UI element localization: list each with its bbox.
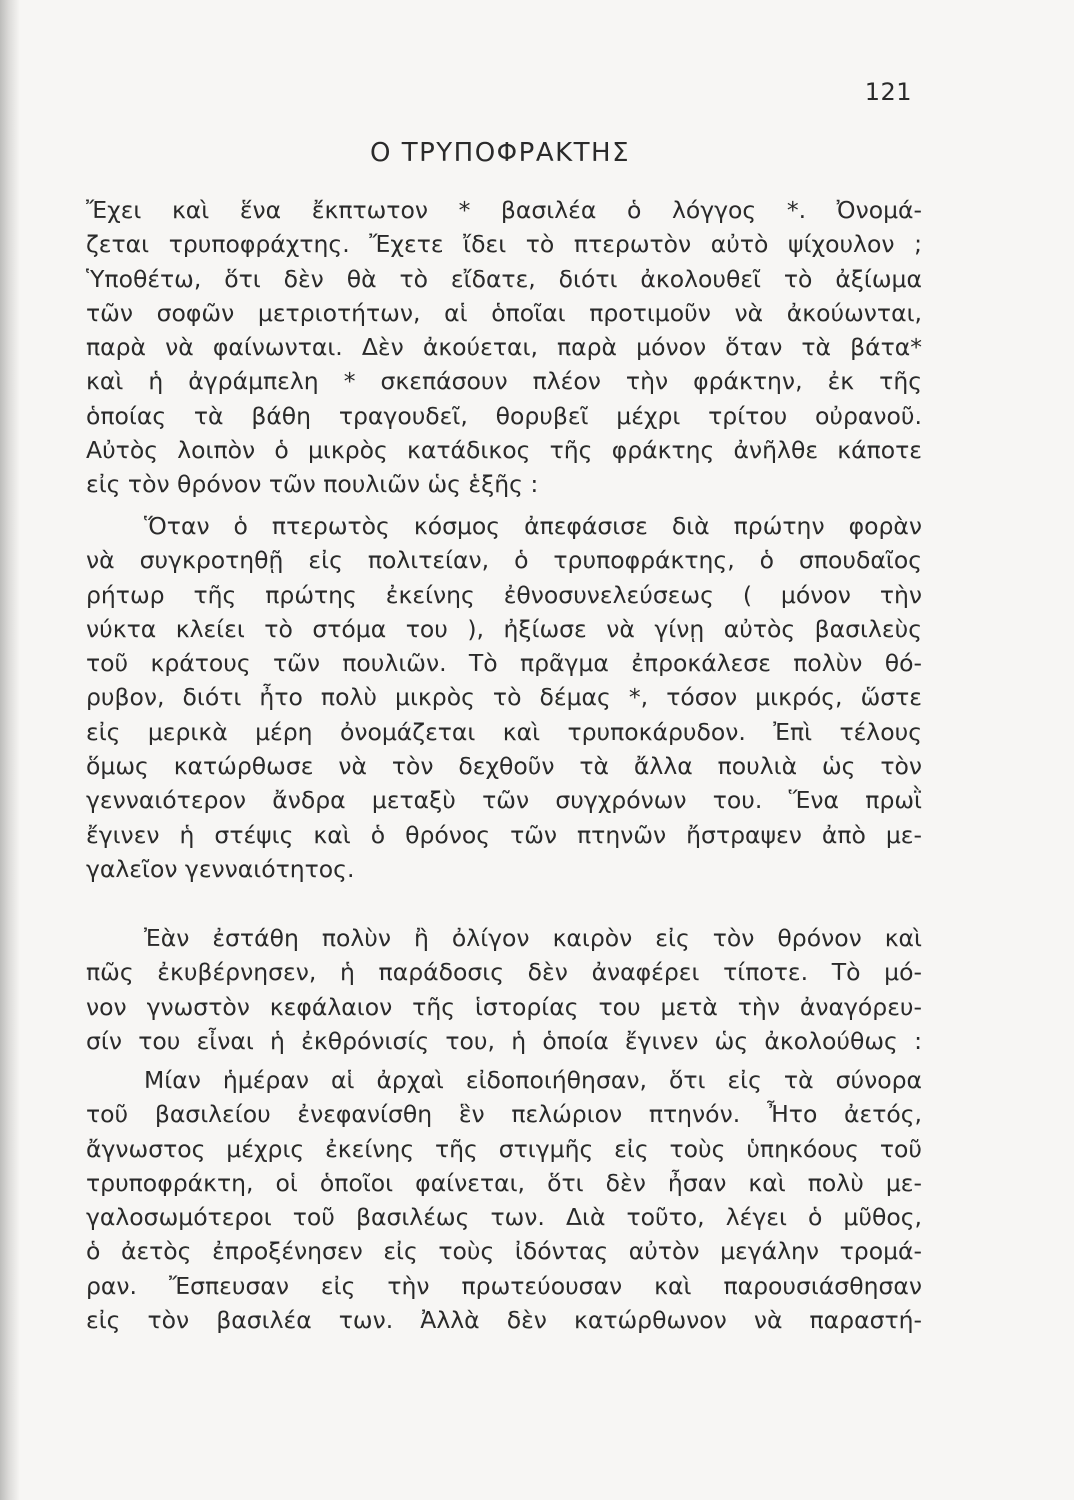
text-line: Ὅταν ὁ πτερωτὸς κόσμος ἀπεφάσισε διὰ πρώτην φορὰν (144, 512, 922, 540)
text-line: γαλοσωμότεροι τοῦ βασιλέως των. Διὰ τοῦτο, λέγει ὁ μῦθος, (86, 1203, 922, 1232)
text-line: εἰς τὸν θρόνον τῶν πουλιῶν ὡς ἑξῆς : (86, 470, 539, 499)
text-line: ἄγνωστος μέχρις ἐκείνης τῆς στιγμῆς εἰς τοὺς ὑπηκόους τοῦ (86, 1134, 922, 1163)
text-line: τῶν σοφῶν μετριοτήτων, αἱ ὁποῖαι προτιμοῦν νὰ ἀκούωνται, (86, 298, 922, 327)
text-line: τοῦ βασιλείου ἐνεφανίσθη ἓν πελώριον πτηνόν. Ἦτο ἀετός, (86, 1100, 922, 1129)
chapter-title: Ο ΤΡΥΠΟΦΡΑΚΤΗΣ (369, 138, 631, 168)
paragraph-2 (86, 509, 922, 886)
text-line: ρυβον, διότι ἦτο πολὺ μικρὸς τὸ δέμας *, τόσον μικρός, ὥστε (86, 683, 922, 712)
text-line: Ἐὰν ἐστάθη πολὺν ἢ ὀλίγον καιρὸν εἰς τὸν θρόνον καὶ (144, 924, 922, 952)
text-line: ζεται τρυποφράχτης. Ἔχετε ἴδει τὸ πτερωτὸν αὐτὸ ψίχουλον ; (86, 230, 922, 259)
text-line: ραν. Ἔσπευσαν εἰς τὴν πρωτεύουσαν καὶ παρουσιάσθησαν (86, 1271, 922, 1300)
text-line: ὅμως κατώρθωσε νὰ τὸν δεχθοῦν τὰ ἄλλα πουλιὰ ὡς τὸν (86, 752, 922, 781)
text-line: νύκτα κλείει τὸ στόμα του ), ἠξίωσε νὰ γίνῃ αὐτὸς βασιλεὺς (86, 614, 922, 643)
text-line: νον γνωστὸν κεφάλαιον τῆς ἱστορίας του μετὰ τὴν ἀναγόρευ- (86, 992, 922, 1021)
text-line: εἰς τὸν βασιλέα των. Ἀλλὰ δὲν κατώρθωνον νὰ παραστή- (86, 1306, 922, 1335)
text-line: νὰ συγκροτηθῇ εἰς πολιτείαν, ὁ τρυποφράκτης, ὁ σπουδαῖος (86, 546, 922, 575)
text-line: τοῦ κράτους τῶν πουλιῶν. Τὸ πρᾶγμα ἐπροκάλεσε πολὺν θό- (86, 649, 922, 678)
paragraph-3 (86, 921, 922, 1058)
text-line: ὁποίας τὰ βάθη τραγουδεῖ, θορυβεῖ μέχρι τρίτου οὐρανοῦ. (86, 401, 922, 430)
text-line: Ἔχει καὶ ἕνα ἔκπτωτον * βασιλέα ὁ λόγγος *. Ὀνομά- (86, 196, 922, 224)
page-number: 121 (864, 78, 912, 106)
text-line: παρὰ νὰ φαίνωνται. Δὲν ἀκούεται, παρὰ μόνον ὅταν τὰ βάτα* (86, 333, 922, 362)
page-gutter-shadow (0, 0, 20, 1500)
text-line: τρυποφράκτη, οἱ ὁποῖοι φαίνεται, ὅτι δὲν ἦσαν καὶ πολὺ με- (86, 1168, 922, 1197)
text-line: πῶς ἐκυβέρνησεν, ἡ παράδοσις δὲν ἀναφέρει τίποτε. Τὸ μό- (86, 958, 922, 987)
text-line: ὁ ἀετὸς ἐπροξένησεν εἰς τοὺς ἰδόντας αὐτὸν μεγάλην τρομά- (86, 1237, 922, 1266)
text-line: γαλεῖον γενναιότητος. (86, 854, 355, 883)
text-line: Μίαν ἡμέραν αἱ ἀρχαὶ εἰδοποιήθησαν, ὅτι εἰς τὰ σύνορα (144, 1066, 922, 1094)
text-line: εἰς μερικὰ μέρη ὀνομάζεται καὶ τρυποκάρυδον. Ἐπὶ τέλους (86, 717, 922, 746)
text-line: ρήτωρ τῆς πρώτης ἐκείνης ἐθνοσυνελεύσεως ( μόνον τὴν (86, 580, 922, 609)
text-line: Αὐτὸς λοιπὸν ὁ μικρὸς κατάδικος τῆς φράκτης ἀνῆλθε κάποτε (86, 436, 922, 465)
text-line: καὶ ἡ ἀγράμπελη * σκεπάσουν πλέον τὴν φράκτην, ἐκ τῆς (86, 367, 922, 396)
paragraph-1 (86, 193, 922, 502)
text-line: Ὑποθέτω, ὅτι δὲν θὰ τὸ εἴδατε, διότι ἀκολουθεῖ τὸ ἀξίωμα (86, 264, 922, 293)
text-line: γενναιότερον ἄνδρα μεταξὺ τῶν συγχρόνων του. Ἕνα πρωῒ (86, 786, 922, 815)
text-line: σίν του εἶναι ἡ ἐκθρόνισίς του, ἡ ὁποία ἔγινεν ὡς ἀκολούθως : (86, 1026, 922, 1055)
text-line: ἔγινεν ἡ στέψις καὶ ὁ θρόνος τῶν πτηνῶν ἤστραψεν ἀπὸ με- (86, 820, 922, 849)
paragraph-4 (86, 1063, 922, 1337)
